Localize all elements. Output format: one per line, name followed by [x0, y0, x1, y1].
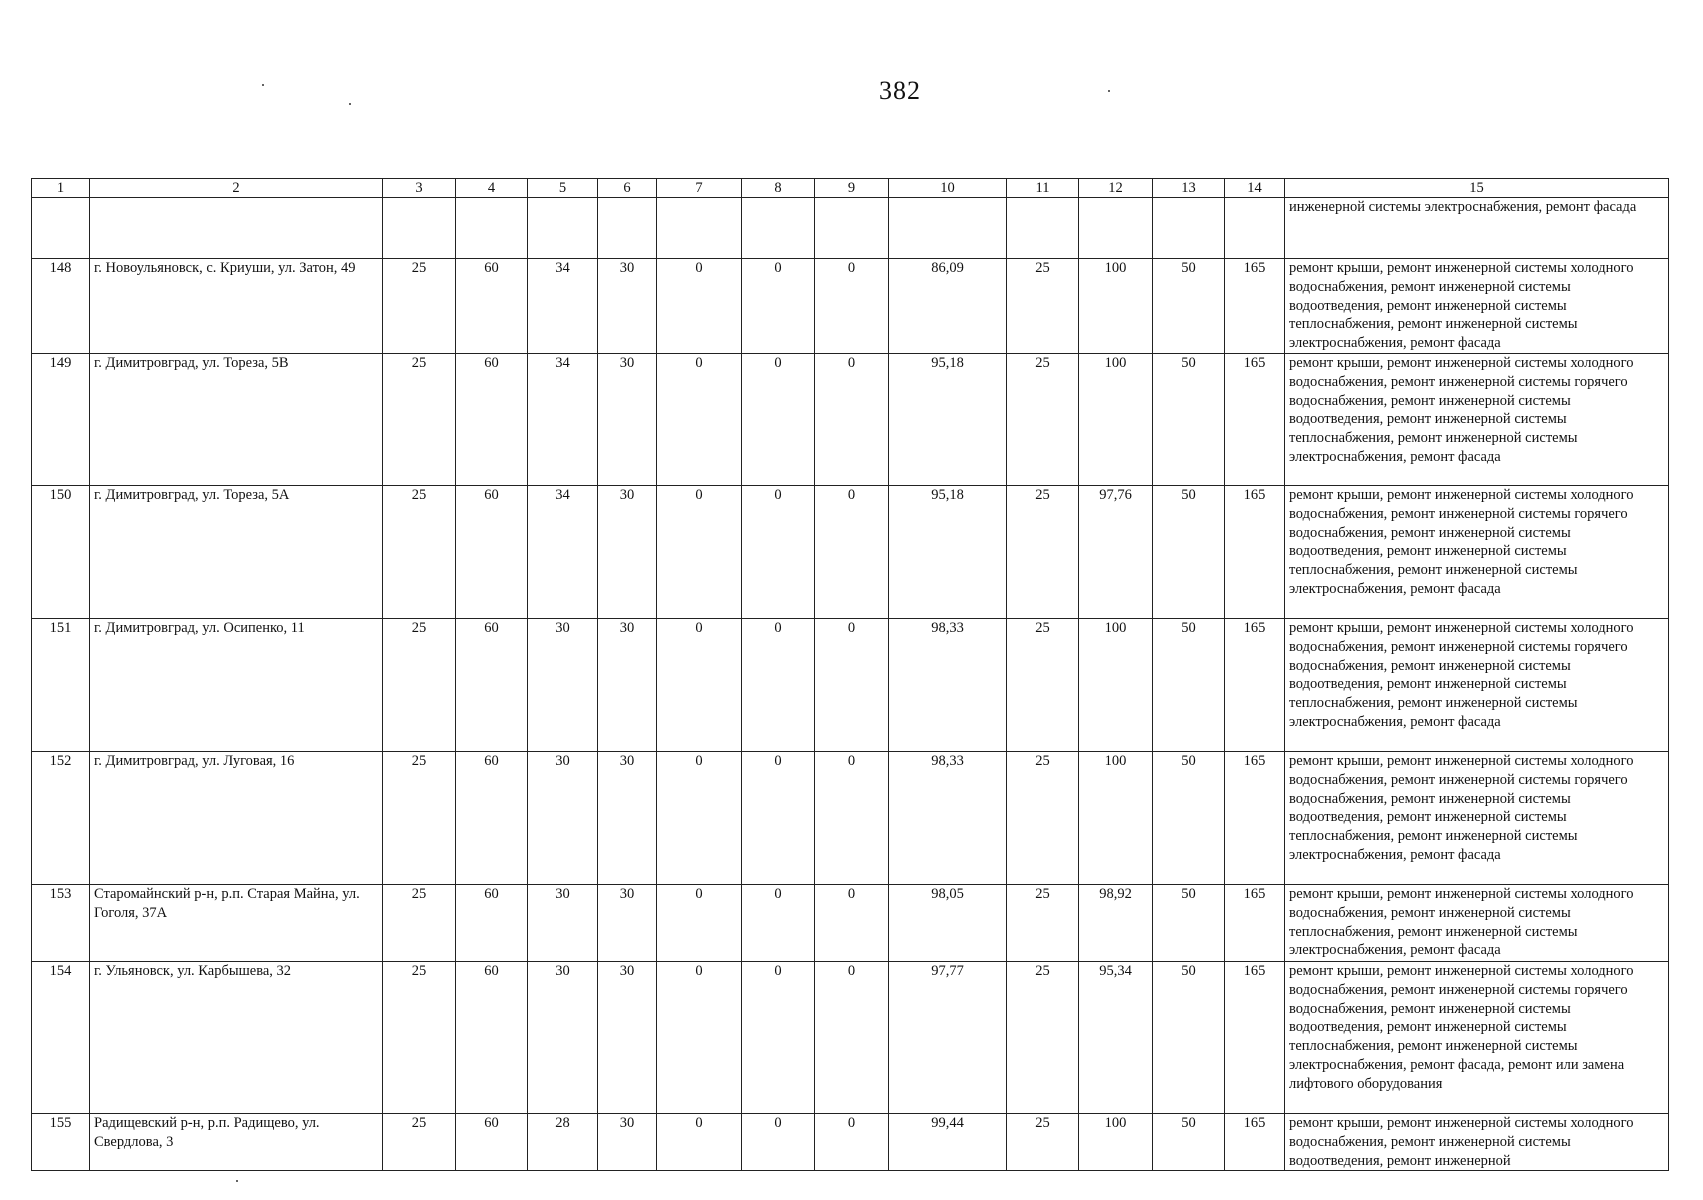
- column-header: 10: [889, 179, 1007, 198]
- value-cell: 30: [598, 752, 657, 885]
- value-cell: 0: [742, 619, 815, 752]
- value-cell: 25: [1007, 619, 1079, 752]
- value-cell: 86,09: [889, 259, 1007, 354]
- row-number: 150: [32, 486, 90, 619]
- column-header: 8: [742, 179, 815, 198]
- row-number: 151: [32, 619, 90, 752]
- value-cell: 98,05: [889, 885, 1007, 962]
- value-cell: 100: [1079, 619, 1153, 752]
- value-cell: 25: [1007, 962, 1079, 1114]
- works-cell: ремонт крыши, ремонт инженерной системы холодного водоснабжения, ремонт инженерной системы горячего водоснабжения, ремонт инженерной системы водоотведения, ремонт инженерной системы теплоснабжения, ремонт инженерной системы электроснабжения, ремонт фасада: [1285, 752, 1669, 885]
- value-cell: 30: [528, 885, 598, 962]
- value-cell: 100: [1079, 354, 1153, 486]
- table-row: [32, 752, 1669, 885]
- value-cell: 30: [598, 962, 657, 1114]
- row-number: 148: [32, 259, 90, 354]
- value-cell: 60: [456, 354, 528, 486]
- value-cell: 165: [1225, 752, 1285, 885]
- row-number: 154: [32, 962, 90, 1114]
- value-cell: 0: [815, 486, 889, 619]
- value-cell: 25: [1007, 259, 1079, 354]
- value-cell: 0: [742, 354, 815, 486]
- scan-speck: [1108, 90, 1110, 92]
- empty-cell: [32, 198, 90, 259]
- value-cell: 165: [1225, 259, 1285, 354]
- value-cell: 0: [657, 885, 742, 962]
- table-row: [32, 259, 1669, 354]
- row-number: 149: [32, 354, 90, 486]
- scan-speck: [262, 84, 264, 86]
- value-cell: 25: [1007, 885, 1079, 962]
- value-cell: 30: [598, 259, 657, 354]
- value-cell: 0: [815, 885, 889, 962]
- housing-repair-table: [31, 178, 1669, 1171]
- column-header: 9: [815, 179, 889, 198]
- column-header: 15: [1285, 179, 1669, 198]
- value-cell: 165: [1225, 619, 1285, 752]
- works-cell: инженерной системы электроснабжения, ремонт фасада: [1285, 198, 1669, 259]
- works-cell: ремонт крыши, ремонт инженерной системы холодного водоснабжения, ремонт инженерной системы горячего водоснабжения, ремонт инженерной системы водоотведения, ремонт инженерной системы теплоснабжения, ремонт инженерной системы электроснабжения, ремонт фасада, ремонт или замена лифтового оборудования: [1285, 962, 1669, 1114]
- value-cell: 0: [815, 962, 889, 1114]
- empty-cell: [1079, 198, 1153, 259]
- value-cell: 0: [815, 259, 889, 354]
- column-header: 1: [32, 179, 90, 198]
- value-cell: 165: [1225, 486, 1285, 619]
- value-cell: 25: [1007, 1114, 1079, 1171]
- value-cell: 25: [1007, 486, 1079, 619]
- empty-cell: [528, 198, 598, 259]
- value-cell: 28: [528, 1114, 598, 1171]
- value-cell: 95,18: [889, 486, 1007, 619]
- value-cell: 60: [456, 486, 528, 619]
- table-row: [32, 962, 1669, 1114]
- value-cell: 25: [383, 259, 456, 354]
- value-cell: 0: [657, 962, 742, 1114]
- scan-speck: [236, 1180, 238, 1182]
- column-header: 6: [598, 179, 657, 198]
- value-cell: 98,92: [1079, 885, 1153, 962]
- value-cell: 0: [657, 619, 742, 752]
- value-cell: 100: [1079, 752, 1153, 885]
- value-cell: 0: [742, 259, 815, 354]
- table-row: [32, 486, 1669, 619]
- column-header: 4: [456, 179, 528, 198]
- address-cell: г. Димитровград, ул. Луговая, 16: [90, 752, 383, 885]
- value-cell: 25: [383, 619, 456, 752]
- value-cell: 0: [657, 1114, 742, 1171]
- works-cell: ремонт крыши, ремонт инженерной системы холодного водоснабжения, ремонт инженерной системы горячего водоснабжения, ремонт инженерной системы водоотведения, ремонт инженерной системы теплоснабжения, ремонт инженерной системы электроснабжения, ремонт фасада: [1285, 619, 1669, 752]
- value-cell: 99,44: [889, 1114, 1007, 1171]
- address-cell: Радищевский р-н, р.п. Радищево, ул. Свердлова, 3: [90, 1114, 383, 1171]
- value-cell: 0: [657, 486, 742, 619]
- column-header: 11: [1007, 179, 1079, 198]
- value-cell: 0: [742, 486, 815, 619]
- empty-cell: [657, 198, 742, 259]
- table-row: [32, 885, 1669, 962]
- value-cell: 165: [1225, 1114, 1285, 1171]
- value-cell: 60: [456, 1114, 528, 1171]
- address-cell: г. Димитровград, ул. Осипенко, 11: [90, 619, 383, 752]
- value-cell: 50: [1153, 885, 1225, 962]
- address-cell: г. Новоульяновск, с. Криуши, ул. Затон, 49: [90, 259, 383, 354]
- value-cell: 30: [528, 962, 598, 1114]
- empty-cell: [815, 198, 889, 259]
- value-cell: 165: [1225, 885, 1285, 962]
- value-cell: 25: [383, 752, 456, 885]
- value-cell: 60: [456, 885, 528, 962]
- value-cell: 0: [742, 1114, 815, 1171]
- table-row: [32, 1114, 1669, 1171]
- value-cell: 50: [1153, 1114, 1225, 1171]
- value-cell: 95,34: [1079, 962, 1153, 1114]
- value-cell: 25: [1007, 354, 1079, 486]
- works-cell: ремонт крыши, ремонт инженерной системы холодного водоснабжения, ремонт инженерной системы водоотведения, ремонт инженерной: [1285, 1114, 1669, 1171]
- continuation-row: [32, 198, 1669, 259]
- scan-speck: [349, 103, 351, 105]
- empty-cell: [1153, 198, 1225, 259]
- table-row: [32, 354, 1669, 486]
- value-cell: 165: [1225, 354, 1285, 486]
- value-cell: 30: [598, 619, 657, 752]
- value-cell: 25: [383, 885, 456, 962]
- address-cell: г. Ульяновск, ул. Карбышева, 32: [90, 962, 383, 1114]
- value-cell: 50: [1153, 486, 1225, 619]
- value-cell: 34: [528, 486, 598, 619]
- value-cell: 100: [1079, 1114, 1153, 1171]
- value-cell: 0: [815, 752, 889, 885]
- value-cell: 97,77: [889, 962, 1007, 1114]
- value-cell: 0: [657, 259, 742, 354]
- value-cell: 97,76: [1079, 486, 1153, 619]
- value-cell: 25: [1007, 752, 1079, 885]
- header-row: [32, 179, 1669, 198]
- value-cell: 0: [815, 619, 889, 752]
- works-cell: ремонт крыши, ремонт инженерной системы холодного водоснабжения, ремонт инженерной системы горячего водоснабжения, ремонт инженерной системы водоотведения, ремонт инженерной системы теплоснабжения, ремонт инженерной системы электроснабжения, ремонт фасада: [1285, 354, 1669, 486]
- works-cell: ремонт крыши, ремонт инженерной системы холодного водоснабжения, ремонт инженерной системы водоотведения, ремонт инженерной системы теплоснабжения, ремонт инженерной системы электроснабжения, ремонт фасада: [1285, 259, 1669, 354]
- empty-cell: [456, 198, 528, 259]
- value-cell: 98,33: [889, 752, 1007, 885]
- column-header: 2: [90, 179, 383, 198]
- empty-cell: [742, 198, 815, 259]
- value-cell: 0: [657, 354, 742, 486]
- column-header: 14: [1225, 179, 1285, 198]
- value-cell: 30: [598, 486, 657, 619]
- value-cell: 30: [528, 619, 598, 752]
- value-cell: 30: [598, 354, 657, 486]
- value-cell: 0: [815, 354, 889, 486]
- empty-cell: [383, 198, 456, 259]
- value-cell: 0: [742, 885, 815, 962]
- value-cell: 30: [598, 1114, 657, 1171]
- value-cell: 60: [456, 752, 528, 885]
- value-cell: 34: [528, 354, 598, 486]
- empty-cell: [90, 198, 383, 259]
- value-cell: 60: [456, 962, 528, 1114]
- value-cell: 50: [1153, 619, 1225, 752]
- works-cell: ремонт крыши, ремонт инженерной системы холодного водоснабжения, ремонт инженерной системы горячего водоснабжения, ремонт инженерной системы водоотведения, ремонт инженерной системы теплоснабжения, ремонт инженерной системы электроснабжения, ремонт фасада: [1285, 486, 1669, 619]
- value-cell: 50: [1153, 259, 1225, 354]
- page-number: 382: [879, 76, 921, 105]
- value-cell: 60: [456, 619, 528, 752]
- empty-cell: [1225, 198, 1285, 259]
- address-cell: г. Димитровград, ул. Тореза, 5А: [90, 486, 383, 619]
- row-number: 155: [32, 1114, 90, 1171]
- value-cell: 0: [742, 962, 815, 1114]
- value-cell: 60: [456, 259, 528, 354]
- row-number: 152: [32, 752, 90, 885]
- column-header: 3: [383, 179, 456, 198]
- value-cell: 30: [598, 885, 657, 962]
- value-cell: 25: [383, 486, 456, 619]
- empty-cell: [1007, 198, 1079, 259]
- row-number: 153: [32, 885, 90, 962]
- value-cell: 100: [1079, 259, 1153, 354]
- empty-cell: [598, 198, 657, 259]
- address-cell: г. Димитровград, ул. Тореза, 5В: [90, 354, 383, 486]
- table-row: [32, 619, 1669, 752]
- column-header: 12: [1079, 179, 1153, 198]
- value-cell: 95,18: [889, 354, 1007, 486]
- value-cell: 30: [528, 752, 598, 885]
- value-cell: 98,33: [889, 619, 1007, 752]
- value-cell: 165: [1225, 962, 1285, 1114]
- value-cell: 25: [383, 962, 456, 1114]
- column-header: 7: [657, 179, 742, 198]
- value-cell: 25: [383, 354, 456, 486]
- value-cell: 50: [1153, 962, 1225, 1114]
- address-cell: Старомайнский р-н, р.п. Старая Майна, ул. Гоголя, 37А: [90, 885, 383, 962]
- value-cell: 0: [815, 1114, 889, 1171]
- works-cell: ремонт крыши, ремонт инженерной системы холодного водоснабжения, ремонт инженерной системы теплоснабжения, ремонт инженерной системы электроснабжения, ремонт фасада: [1285, 885, 1669, 962]
- value-cell: 34: [528, 259, 598, 354]
- empty-cell: [889, 198, 1007, 259]
- value-cell: 0: [657, 752, 742, 885]
- value-cell: 25: [383, 1114, 456, 1171]
- column-header: 5: [528, 179, 598, 198]
- value-cell: 50: [1153, 752, 1225, 885]
- value-cell: 0: [742, 752, 815, 885]
- value-cell: 50: [1153, 354, 1225, 486]
- column-header: 13: [1153, 179, 1225, 198]
